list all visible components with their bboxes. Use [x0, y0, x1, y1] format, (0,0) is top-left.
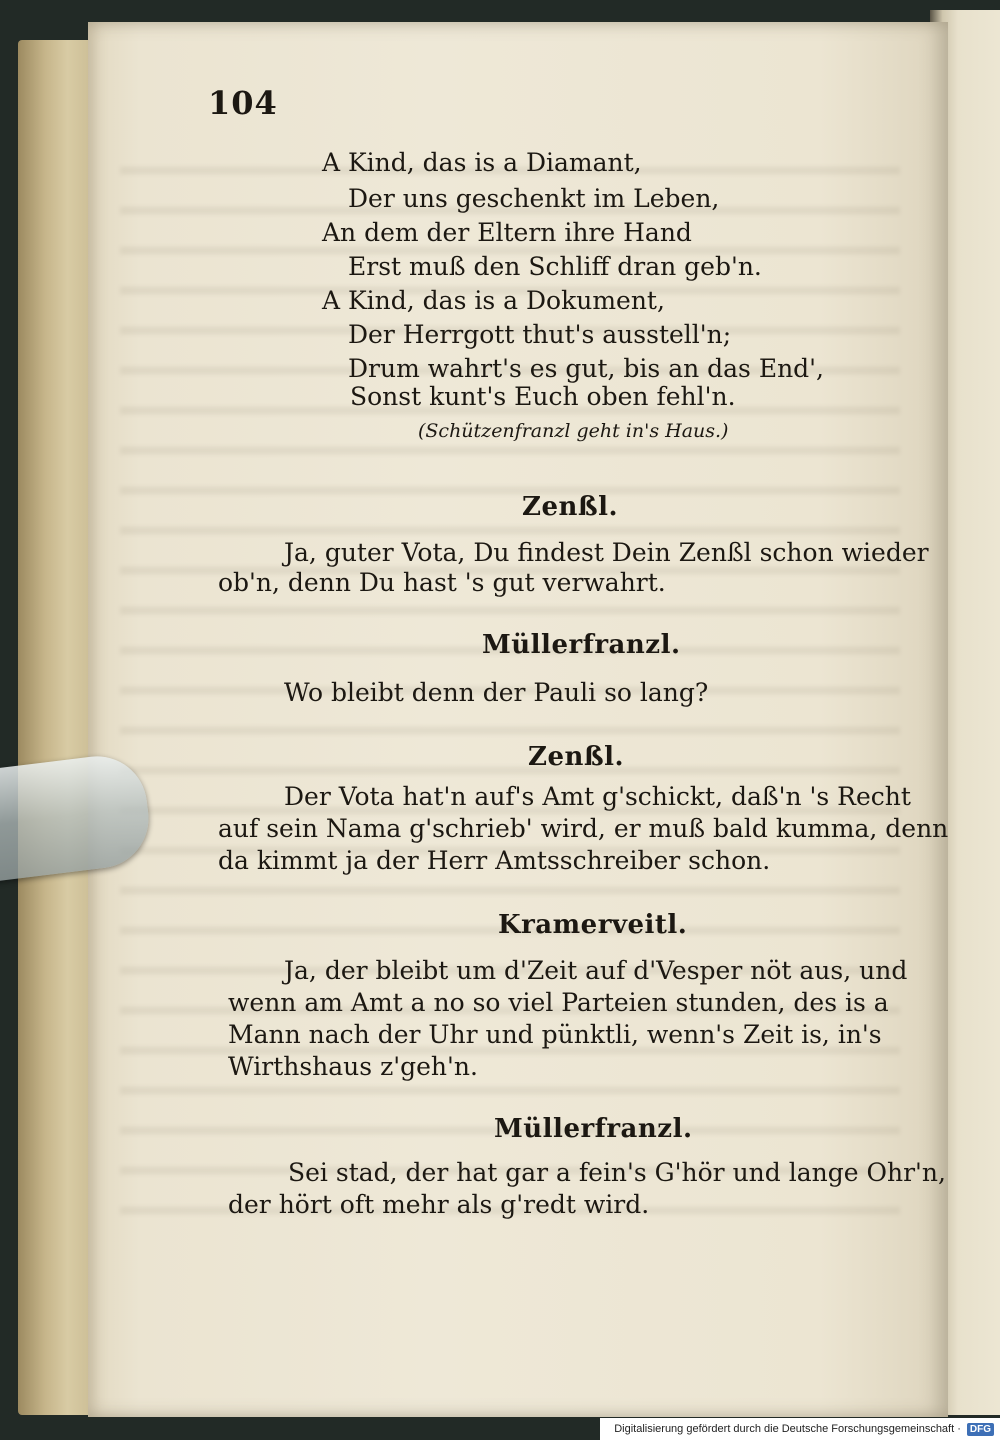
dialogue-line: wenn am Amt a no so viel Parteien stunden, des is a — [228, 988, 889, 1017]
dialogue-line: auf sein Nama g'schrieb' wird, er muß bald kumma, denn — [218, 814, 949, 843]
speaker-name: Kramerveitl. — [498, 910, 688, 940]
verse-line: Der Herrgott thut's ausstell'n; — [348, 320, 732, 349]
funding-text: Digitalisierung gefördert durch die Deutsche Forschungsgemeinschaft · — [614, 1423, 961, 1435]
verse-line: Sonst kunt's Euch oben fehl'n. — [350, 382, 736, 411]
dialogue-line: Ja, guter Vota, Du findest Dein Zenßl schon wieder — [284, 538, 929, 567]
verse-line: An dem der Eltern ihre Hand — [322, 218, 692, 247]
dialogue-line: der hört oft mehr als g'redt wird. — [228, 1190, 650, 1219]
stage-direction: (Schützenfranzl geht in's Haus.) — [418, 420, 729, 442]
verse-line: Der uns geschenkt im Leben, — [348, 184, 720, 213]
dialogue-line: Wirthshaus z'geh'n. — [228, 1052, 478, 1081]
dialogue-line: Sei stad, der hat gar a fein's G'hör und lange Ohr'n, — [288, 1158, 946, 1187]
page-number: 104 — [208, 84, 278, 122]
dialogue-line: da kimmt ja der Herr Amtsschreiber schon. — [218, 846, 771, 875]
verse-line: Drum wahrt's es gut, bis an das End', — [348, 354, 825, 383]
speaker-name: Zenßl. — [528, 742, 625, 772]
verse-line: A Kind, das is a Dokument, — [322, 286, 665, 315]
speaker-name: Zenßl. — [522, 492, 619, 522]
dialogue-line: ob'n, denn Du hast 's gut verwahrt. — [218, 568, 666, 597]
speaker-name: Müllerfranzl. — [482, 630, 681, 660]
dialogue-line: Der Vota hat'n auf's Amt g'schickt, daß'n 's Recht — [284, 782, 911, 811]
funding-footer — [600, 1418, 1000, 1440]
verse-line: A Kind, das is a Diamant, — [322, 148, 642, 177]
dialogue-line: Wo bleibt denn der Pauli so lang? — [284, 678, 709, 707]
dialogue-line: Ja, der bleibt um d'Zeit auf d'Vesper nöt aus, und — [284, 956, 908, 985]
verse-line: Erst muß den Schliff dran geb'n. — [348, 252, 762, 281]
speaker-name: Müllerfranzl. — [494, 1114, 693, 1144]
dfg-logo-icon: DFG — [967, 1423, 994, 1436]
dialogue-line: Mann nach der Uhr und pünktli, wenn's Zeit is, in's — [228, 1020, 882, 1049]
